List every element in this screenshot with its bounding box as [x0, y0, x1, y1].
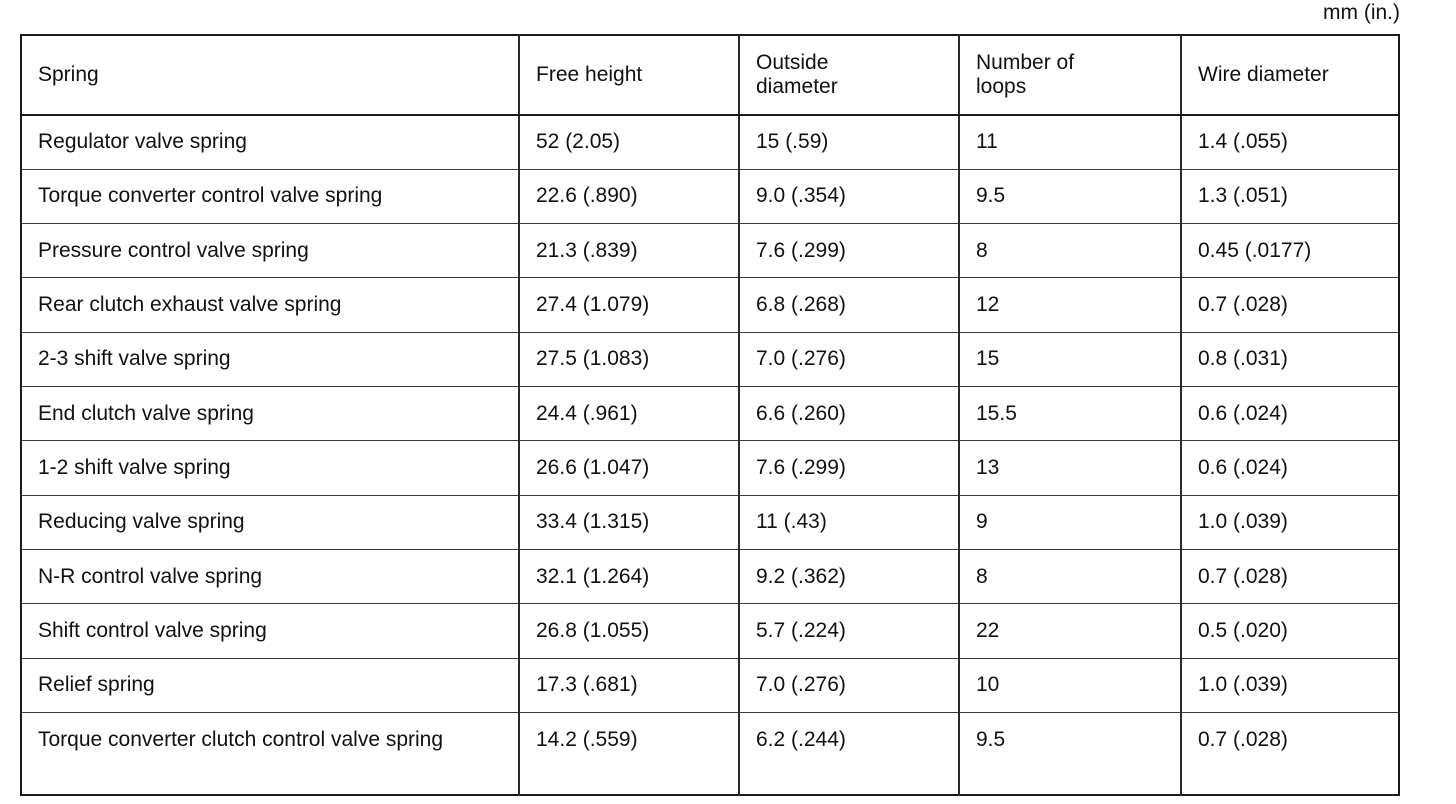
- column-header-free-height: Free height: [519, 35, 739, 115]
- column-header-number-of-loops: Number of loops: [959, 35, 1181, 115]
- number-of-loops-cell: 22: [959, 604, 1181, 658]
- table-row: [21, 658, 1399, 712]
- table-row: [21, 712, 1399, 795]
- table-row: [21, 115, 1399, 169]
- wire-diameter-cell: 1.0 (.039): [1181, 495, 1399, 549]
- wire-diameter-cell: 0.45 (.0177): [1181, 224, 1399, 278]
- free-height-cell: 27.4 (1.079): [519, 278, 739, 332]
- free-height-cell: 24.4 (.961): [519, 387, 739, 441]
- spring-name-cell: Regulator valve spring: [21, 115, 519, 169]
- free-height-cell: 26.8 (1.055): [519, 604, 739, 658]
- spring-name-cell: Reducing valve spring: [21, 495, 519, 549]
- free-height-cell: 17.3 (.681): [519, 658, 739, 712]
- outside-diameter-cell: 15 (.59): [739, 115, 959, 169]
- number-of-loops-cell: 8: [959, 550, 1181, 604]
- column-header-spring: Spring: [21, 35, 519, 115]
- number-of-loops-cell: 9.5: [959, 169, 1181, 223]
- outside-diameter-cell: 7.6 (.299): [739, 224, 959, 278]
- number-of-loops-cell: 12: [959, 278, 1181, 332]
- spring-name-cell: Torque converter clutch control valve spring: [21, 712, 519, 795]
- table-header: [21, 35, 1399, 115]
- spring-name-cell: Pressure control valve spring: [21, 224, 519, 278]
- spring-name-cell: 2-3 shift valve spring: [21, 332, 519, 386]
- outside-diameter-cell: 6.2 (.244): [739, 712, 959, 795]
- wire-diameter-cell: 1.4 (.055): [1181, 115, 1399, 169]
- free-height-cell: 14.2 (.559): [519, 712, 739, 795]
- column-header-outside-diameter: Outside diameter: [739, 35, 959, 115]
- outside-diameter-cell: 9.2 (.362): [739, 550, 959, 604]
- spring-name-cell: Torque converter control valve spring: [21, 169, 519, 223]
- number-of-loops-cell: 13: [959, 441, 1181, 495]
- wire-diameter-cell: 0.5 (.020): [1181, 604, 1399, 658]
- wire-diameter-cell: 1.0 (.039): [1181, 658, 1399, 712]
- free-height-cell: 21.3 (.839): [519, 224, 739, 278]
- unit-note: mm (in.): [1323, 1, 1400, 24]
- free-height-cell: 33.4 (1.315): [519, 495, 739, 549]
- free-height-cell: 26.6 (1.047): [519, 441, 739, 495]
- table-row: [21, 550, 1399, 604]
- header-row: [21, 35, 1399, 115]
- outside-diameter-cell: 6.8 (.268): [739, 278, 959, 332]
- outside-diameter-cell: 7.0 (.276): [739, 658, 959, 712]
- outside-diameter-cell: 7.6 (.299): [739, 441, 959, 495]
- wire-diameter-cell: 1.3 (.051): [1181, 169, 1399, 223]
- spring-name-cell: Shift control valve spring: [21, 604, 519, 658]
- table-row: [21, 169, 1399, 223]
- spring-spec-table-container: [20, 34, 1398, 796]
- wire-diameter-cell: 0.7 (.028): [1181, 550, 1399, 604]
- table-body: [21, 115, 1399, 795]
- free-height-cell: 27.5 (1.083): [519, 332, 739, 386]
- table-row: [21, 387, 1399, 441]
- spring-name-cell: N-R control valve spring: [21, 550, 519, 604]
- wire-diameter-cell: 0.6 (.024): [1181, 441, 1399, 495]
- outside-diameter-cell: 11 (.43): [739, 495, 959, 549]
- wire-diameter-cell: 0.6 (.024): [1181, 387, 1399, 441]
- spring-name-cell: Relief spring: [21, 658, 519, 712]
- number-of-loops-cell: 9.5: [959, 712, 1181, 795]
- number-of-loops-cell: 15.5: [959, 387, 1181, 441]
- wire-diameter-cell: 0.7 (.028): [1181, 278, 1399, 332]
- free-height-cell: 32.1 (1.264): [519, 550, 739, 604]
- number-of-loops-cell: 9: [959, 495, 1181, 549]
- outside-diameter-cell: 5.7 (.224): [739, 604, 959, 658]
- table-row: [21, 604, 1399, 658]
- wire-diameter-cell: 0.8 (.031): [1181, 332, 1399, 386]
- number-of-loops-cell: 11: [959, 115, 1181, 169]
- table-row: [21, 332, 1399, 386]
- free-height-cell: 52 (2.05): [519, 115, 739, 169]
- spring-name-cell: Rear clutch exhaust valve spring: [21, 278, 519, 332]
- spring-spec-table: [20, 34, 1400, 796]
- number-of-loops-cell: 8: [959, 224, 1181, 278]
- outside-diameter-cell: 7.0 (.276): [739, 332, 959, 386]
- wire-diameter-cell: 0.7 (.028): [1181, 712, 1399, 795]
- free-height-cell: 22.6 (.890): [519, 169, 739, 223]
- outside-diameter-cell: 6.6 (.260): [739, 387, 959, 441]
- table-row: [21, 224, 1399, 278]
- table-row: [21, 278, 1399, 332]
- number-of-loops-cell: 10: [959, 658, 1181, 712]
- table-row: [21, 441, 1399, 495]
- spring-name-cell: 1-2 shift valve spring: [21, 441, 519, 495]
- spring-name-cell: End clutch valve spring: [21, 387, 519, 441]
- column-header-wire-diameter: Wire diameter: [1181, 35, 1399, 115]
- number-of-loops-cell: 15: [959, 332, 1181, 386]
- table-row: [21, 495, 1399, 549]
- outside-diameter-cell: 9.0 (.354): [739, 169, 959, 223]
